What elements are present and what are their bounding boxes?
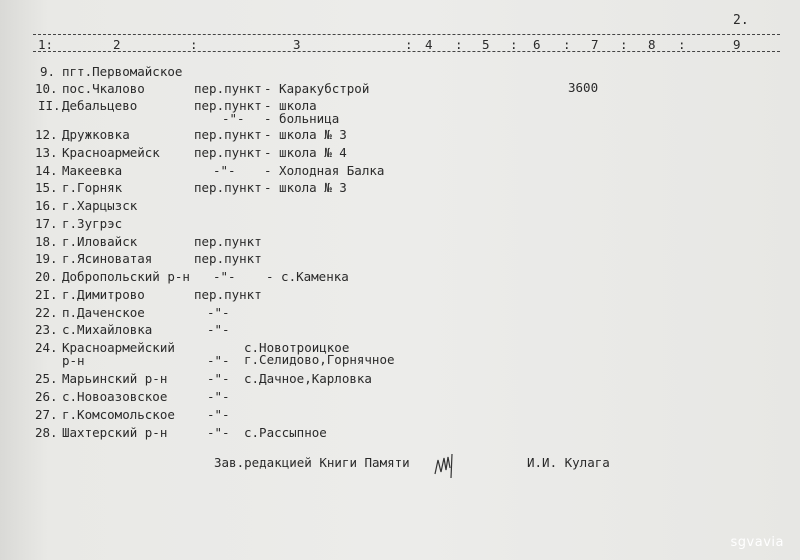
row-kind: пер.пункт xyxy=(194,251,262,266)
row-number: 23. xyxy=(35,322,58,337)
row-place: Красноармейск xyxy=(62,145,160,160)
col-sep: : xyxy=(455,37,463,52)
row-number: 26. xyxy=(35,389,58,404)
row-place: с.Михайловка xyxy=(62,322,153,337)
col-sep: : xyxy=(563,37,571,52)
row-object: с.Новотроицкое xyxy=(244,340,350,355)
row-object: - Холодная Балка xyxy=(264,163,385,178)
row-place: с.Новоазовское xyxy=(62,389,168,404)
page-number: 2. xyxy=(733,13,749,28)
row-kind: пер.пункт xyxy=(194,81,262,96)
row-object: с.Рассыпное xyxy=(244,425,327,440)
row-number: 28. xyxy=(35,425,58,440)
row-place: г.Горняк xyxy=(62,180,123,195)
row-number: 17. xyxy=(35,216,58,231)
col-header-6: 6 xyxy=(533,37,541,52)
row-object-cont: г.Селидово,Горнячное xyxy=(244,352,395,367)
row-kind: -"- xyxy=(207,407,230,422)
row-place: п.Даченское xyxy=(62,305,145,320)
row-kind: пер.пункт xyxy=(194,234,262,249)
signer-title: Зав.редакцией Книги Памяти xyxy=(214,455,410,470)
row-kind: -"- xyxy=(213,269,236,284)
col-sep: : xyxy=(190,37,198,52)
col-header-8: 8 xyxy=(648,37,656,52)
row-number: 16. xyxy=(35,198,58,213)
row-place: Красноармейский xyxy=(62,340,175,355)
row-place: пгт.Первомайское xyxy=(62,64,183,79)
row-number: 12. xyxy=(35,127,58,142)
row-object: - Каракубстрой xyxy=(264,81,370,96)
row-number: 20. xyxy=(35,269,58,284)
row-number: 14. xyxy=(35,163,58,178)
col-header-1: 1: xyxy=(38,37,54,52)
row-place: г.Иловайск xyxy=(62,234,138,249)
row-place: г.Ясиноватая xyxy=(62,251,153,266)
row-number: 25. xyxy=(35,371,58,386)
row-number: 13. xyxy=(35,145,58,160)
col-header-2: 2 xyxy=(113,37,121,52)
row-kind: -"- xyxy=(213,163,236,178)
col-header-5: 5 xyxy=(482,37,490,52)
row-object: - с.Каменка xyxy=(266,269,349,284)
col-sep: : xyxy=(405,37,413,52)
row-object: - школа № 4 xyxy=(264,145,347,160)
row-kind: пер.пункт xyxy=(194,145,262,160)
row-place: Макеевка xyxy=(62,163,123,178)
row-number: 19. xyxy=(35,251,58,266)
col-header-9: 9 xyxy=(733,37,741,52)
row-kind: -"- xyxy=(207,371,230,386)
row-place: Добропольский р-н xyxy=(62,269,190,284)
signer-name: И.И. Кулага xyxy=(527,455,610,470)
col-sep: : xyxy=(510,37,518,52)
row-number: 9. xyxy=(40,64,56,79)
col-header-4: 4 xyxy=(425,37,433,52)
row-kind: пер.пункт xyxy=(194,180,262,195)
row-place: пос.Чкалово xyxy=(62,81,145,96)
col-header-3: 3 xyxy=(293,37,301,52)
row-kind: пер.пункт xyxy=(194,127,262,142)
row-kind: -"- xyxy=(207,305,230,320)
header-rule-top xyxy=(33,34,780,35)
row-number: 24. xyxy=(35,340,58,355)
row-number: II. xyxy=(38,98,61,113)
row-place: Марьинский р-н xyxy=(62,371,168,386)
row-number: 27. xyxy=(35,407,58,422)
col-sep: : xyxy=(678,37,686,52)
row-number: 10. xyxy=(35,81,58,96)
row-number: 18. xyxy=(35,234,58,249)
row-place: Дружковка xyxy=(62,127,130,142)
col-sep: : xyxy=(620,37,628,52)
row-kind: -"- xyxy=(207,425,230,440)
row-object: - школа № 3 xyxy=(264,180,347,195)
row-object: с.Дачное,Карловка xyxy=(244,371,372,386)
row-object: - школа № 3 xyxy=(264,127,347,142)
row-place: Дебальцево xyxy=(62,98,138,113)
row-kind: -"- xyxy=(207,389,230,404)
row-place: г.Зугрэс xyxy=(62,216,123,231)
row-object: - школа xyxy=(264,98,317,113)
row-kind: -"- xyxy=(207,322,230,337)
col-header-7: 7 xyxy=(591,37,599,52)
row-object: - больница xyxy=(264,111,340,126)
row-place: г.Димитрово xyxy=(62,287,145,302)
row-kind: -"- xyxy=(222,111,245,126)
row-kind: пер.пункт xyxy=(194,98,262,113)
handwritten-signature xyxy=(432,452,456,480)
row-place: г.Харцызск xyxy=(62,198,138,213)
header-rule-bottom xyxy=(33,51,780,52)
row-number: 2I. xyxy=(35,287,58,302)
row-number: 22. xyxy=(35,305,58,320)
row-kind: пер.пункт xyxy=(194,287,262,302)
row-place: Шахтерский р-н xyxy=(62,425,168,440)
row-place: г.Комсомольское xyxy=(62,407,175,422)
watermark: sgvavia xyxy=(730,535,784,550)
row-number: 15. xyxy=(35,180,58,195)
row-kind: -"- xyxy=(207,353,230,368)
row-place-cont: р-н xyxy=(62,353,85,368)
row-col7-value: 3600 xyxy=(568,80,599,95)
